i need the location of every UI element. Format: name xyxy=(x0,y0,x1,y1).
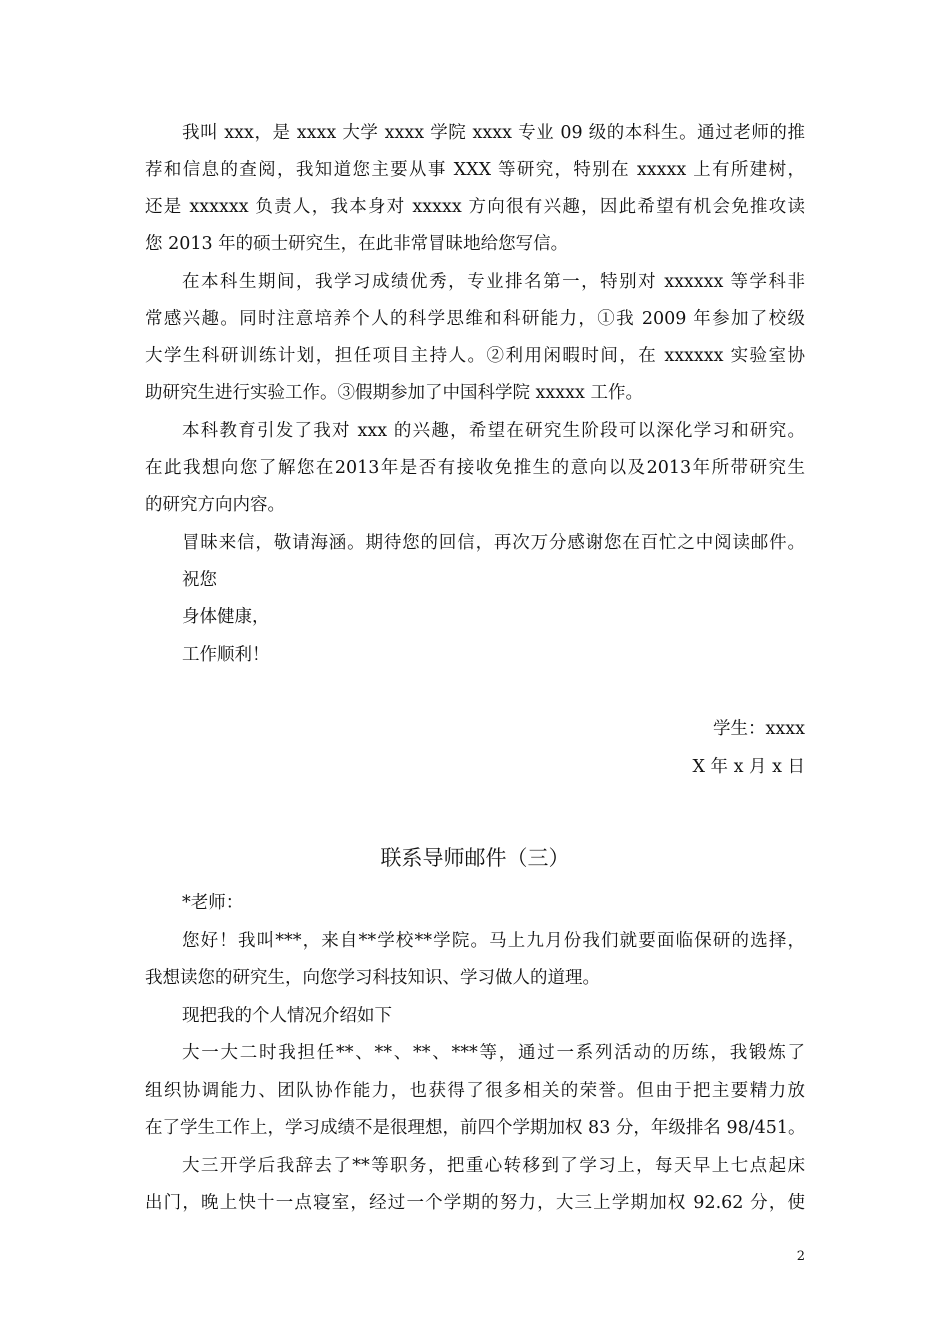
paragraph-line: 大一大二时我担任**、**、**、***等，通过一系列活动的历练，我锻炼了 xyxy=(182,1043,805,1063)
closing-line: 身体健康， xyxy=(182,607,270,627)
section-title: 联系导师邮件（三） xyxy=(380,846,570,870)
paragraph-line: 您好！我叫***，来自**学校**学院。马上九月份我们就要面临保研的选择， xyxy=(182,931,805,951)
paragraph-line: 现把我的个人情况介绍如下 xyxy=(182,1006,392,1026)
paragraph-line: 出门，晚上快十一点寝室，经过一个学期的努力，大三上学期加权 92.62 分，使 xyxy=(145,1193,805,1213)
paragraph-line: 还是 xxxxxx 负责人，我本身对 xxxxx 方向很有兴趣，因此希望有机会免推攻读 xyxy=(145,197,805,217)
paragraph-line: 我想读您的研究生，向您学习科技知识、学习做人的道理。 xyxy=(145,968,600,988)
page-number: 2 xyxy=(796,1249,805,1264)
paragraph-line: 组织协调能力、团队协作能力，也获得了很多相关的荣誉。但由于把主要精力放 xyxy=(145,1081,805,1101)
paragraph-line: 大三开学后我辞去了**等职务，把重心转移到了学习上，每天早上七点起床 xyxy=(182,1156,805,1176)
paragraph-line: 在此我想向您了解您在2013年是否有接收免推生的意向以及2013年所带研究生 xyxy=(145,458,805,478)
paragraph-line: 您 2013 年的硕士研究生，在此非常冒昧地给您写信。 xyxy=(145,234,569,254)
paragraph-line: 我叫 xxx，是 xxxx 大学 xxxx 学院 xxxx 专业 09 级的本科生。通过老师的推 xyxy=(182,123,805,143)
paragraph-line: 在本科生期间，我学习成绩优秀，专业排名第一，特别对 xxxxxx 等学科非 xyxy=(182,272,805,292)
closing-line: 工作顺利！ xyxy=(182,645,270,665)
salutation: *老师： xyxy=(182,893,244,913)
paragraph-line: 助研究生进行实验工作。③假期参加了中国科学院 xxxxx 工作。 xyxy=(145,383,643,403)
closing-line: 祝您 xyxy=(182,570,217,590)
letter-date: X 年 x 月 x 日 xyxy=(692,757,805,777)
signature: 学生：xxxx xyxy=(713,719,805,739)
paragraph-line: 荐和信息的查阅，我知道您主要从事 XXX 等研究，特别在 xxxxx 上有所建树， xyxy=(145,160,805,180)
paragraph-line: 常感兴趣。同时注意培养个人的科学思维和科研能力，①我 2009 年参加了校级 xyxy=(145,309,805,329)
paragraph-line: 在了学生工作上，学习成绩不是很理想，前四个学期加权 83 分，年级排名 98/451。 xyxy=(145,1118,806,1138)
paragraph-line: 的研究方向内容。 xyxy=(145,495,285,515)
paragraph-line: 冒昧来信，敬请海涵。期待您的回信，再次万分感谢您在百忙之中阅读邮件。 xyxy=(182,533,805,553)
paragraph-line: 本科教育引发了我对 xxx 的兴趣，希望在研究生阶段可以深化学习和研究。 xyxy=(182,421,805,441)
paragraph-line: 大学生科研训练计划，担任项目主持人。②利用闲暇时间，在 xxxxxx 实验室协 xyxy=(145,346,805,366)
